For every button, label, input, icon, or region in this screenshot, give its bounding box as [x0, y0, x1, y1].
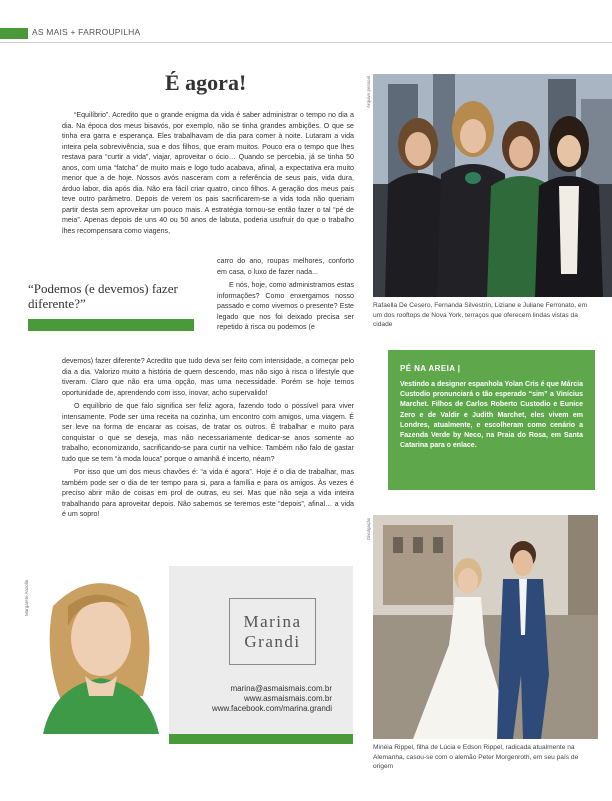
article-column-top [62, 110, 354, 239]
author-facebook[interactable]: www.facebook.com/marina.grandi [211, 704, 332, 713]
section-title: AS MAIS + FARROUPILHA [32, 27, 141, 37]
header-divider [0, 42, 612, 43]
rooftop-photo-illustration [373, 74, 612, 297]
author-website[interactable]: www.asmaismais.com.br [243, 694, 332, 703]
article-column-bottom [62, 356, 354, 523]
info-box [388, 350, 595, 490]
author-email[interactable]: marina@asmaismais.com.br [230, 684, 332, 693]
author-bottom-bar [169, 734, 353, 744]
caption-bottom: Minéia Rippel, filha de Lúcia e Edson Rippel, radicada atualmente na Alemanha, casou-se com o alemão Peter Morgenroth, em seu país de origem [373, 744, 579, 770]
pull-quote-bar [28, 319, 194, 331]
section-marker [0, 28, 28, 39]
article-column-middle [217, 256, 354, 336]
rooftop-group-photo [373, 74, 612, 297]
article-paragraph-2: carro do ano, roupas melhores, conforto em casa, o luxo de fazer nada... [217, 257, 354, 276]
author-portrait [33, 566, 169, 734]
info-box-text: Vestindo a designer espanhola Yolan Cris é que Márcia Custodio pronunciará o tão esperado “sim” a Vinícius Marchet. Filhos de Carlos Roberto Custodio e Eunice Zero e de Valdir e Judith Marchet, eles vivem em Londres, atualmente, e escolheram como cenário a Fazenda Verde by Neco, na Praia do Rosa, em Santa Catarina para o enlace. [400, 381, 583, 450]
article-paragraph-2b: E nós, hoje, como administramos estas informações? Como enxergamos nosso passado e como vivemos o presente? Este legado que nos foi deixado precisa ser repetido à risca ou podemos (e [217, 281, 354, 331]
author-last-name: Grandi [244, 631, 301, 651]
article-paragraph-1: “Equilíbrio”. Acredito que o grande enigma da vida é saber administrar o tempo no dia a dia. Na época dos meus bisavós, por exemplo, não se tinha grandes ambições. O que se tinha era garra e esperança. Eles trabalhavam de dia para comer à noite. Lutaram a vida inteira pela sobrevivência, sua e dos filhos, que eram muitos. Pouco era o tempo que lhes restava para “curtir a vida”, viajar, aproveitar o ócio… Quando se percebia, já se tinha 50 anos, com uma “fatcha” de muito mais e logo tudo acabava, afinal, a expectativa era muito menor que a de hoje. Nossos avós nasceram com a referência de seus pais, vida dura, árduo labor, dia após dia. Não era fácil criar quatro, cinco filhos. A geração dos meus pais teve outro parâmetro. Depois de verem os pais sacrificarem-se a vida toda não queriam partir desta sem aproveitar um pouco mais. A estratégia tornou-se então fazer o tal “pé de meia”. Apenas depois de uns 40 ou 50 anos de labuta, poderia usufruir do que o trabalho lhes recompensara como viagens, [62, 111, 354, 235]
info-box-title: PÉ NA AREIA | [400, 364, 461, 373]
author-portrait-illustration [33, 566, 169, 734]
author-first-name: Marina [243, 611, 302, 631]
photo-credit-author: Margarete Anzolin [24, 579, 29, 616]
article-paragraph-5: Por isso que um dos meus chavões é: “a vida é agora”. Hoje é o dia de trabalhar, mas também pode ser o dia de ter tempo para si, para a família e para os amigos. Às vezes é preciso abrir mão de coisas em prol de outras, eu sei. Mas que não seja a vida inteira trabalhando para aproveitar depois. Não sabemos se teremos este “depois”, afinal… a vida é um sopro! [62, 468, 354, 518]
photo-credit-top: Arquivo pessoal [366, 75, 371, 108]
photo-credit-bottom: Divulgação [366, 517, 371, 540]
article-title: É agora! [165, 70, 247, 95]
article-paragraph-3: devemos) fazer diferente? Acredito que tudo deva ser feito com intensidade, a começar pelo dia a dia. Valorizo muito a história de quem descendo, mas não sigo à risca o lifestyle que tiveram. Claro que não era uma opção, mas uma necessidade. Porém se hoje temos oportunidade de, aprendendo com isso, inovar, acho supervalido! [62, 357, 354, 397]
author-contact [172, 684, 332, 714]
pull-quote: “Podemos (e devemos) fazer diferente?” [28, 281, 178, 311]
caption-top: Rafaella De Cesero, Fernanda Silvestrin, Liziane e Juliane Ferronato, em um dos rooftops de Nova York, terraços que oferecem lindas vistas da cidade [373, 302, 588, 328]
wedding-photo-illustration [373, 515, 598, 739]
wedding-couple-photo [373, 515, 598, 739]
article-paragraph-4: O equilíbrio de que falo significa ser feliz agora, fazendo todo o possível para viver intensamente. Pode ser uma receita na cozinha, um encontro com amigos, uma viagem. É ser leve na forma de encarar as coisas, de tratar os outros. É trabalhar e muito para conquistar o que se deseja, mas não necessariamente dedicar-se anos somente ao trabalho, economizando, sacrificando-se para curtir na velhice. Também não falo de gastar tudo que se tem “à moda louca” porque o amanhã é incerto, néam? [62, 402, 354, 463]
author-name-box [229, 598, 316, 665]
